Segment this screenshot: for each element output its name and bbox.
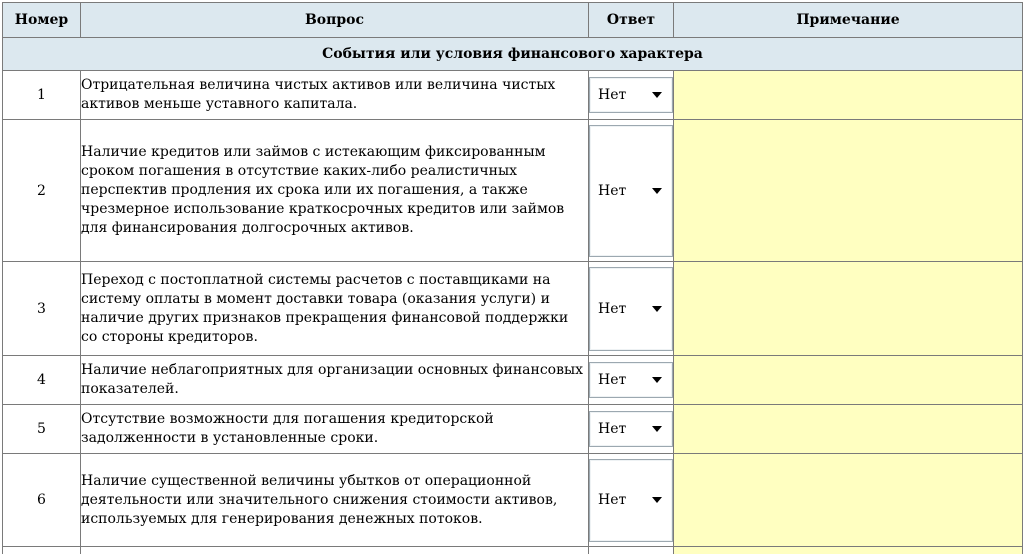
row-question: Отрицательная величина чистых активов или величина чистых активов меньше уставного капитала. (81, 71, 589, 120)
row-question: Отсутствие возможности для погашения кредиторской задолженности в установленные сроки. (81, 405, 589, 454)
answer-cell (589, 454, 674, 547)
row-number: 6 (3, 454, 81, 547)
header-row (3, 3, 1023, 38)
answer-select[interactable] (589, 125, 673, 257)
answer-cell (589, 262, 674, 356)
row-question: Наличие кредитов или займов с истекающим фиксированным сроком погашения в отсутствие каких-либо реалистичных перспектив продления их срока или их погашения, а также чрезмерное использование краткосрочных кредитов или займов для финансирования долгосрочных активов. (81, 120, 589, 262)
answer-select[interactable] (589, 267, 673, 351)
table-row (3, 547, 1023, 554)
chevron-down-icon (652, 377, 662, 383)
answer-select-value: Нет (598, 182, 627, 199)
chevron-down-icon (652, 306, 662, 312)
chevron-down-icon (652, 188, 662, 194)
answer-cell (589, 356, 674, 405)
answer-select-value: Нет (598, 492, 627, 508)
note-input[interactable] (674, 454, 1023, 547)
row-number: 2 (3, 120, 81, 262)
table-row (3, 262, 1023, 356)
header-note: Примечание (674, 3, 1023, 38)
row-question: Переход с постоплатной системы расчетов с поставщиками на систему оплаты в момент доставки товара (оказания услуги) и наличие других признаков прекращения финансовой поддержки со стороны кредиторов. (81, 262, 589, 356)
answer-cell (589, 405, 674, 454)
answer-select-value: Нет (598, 87, 627, 103)
table-row (3, 71, 1023, 120)
answer-select-value: Нет (598, 300, 627, 317)
row-question-partial (81, 547, 589, 554)
answer-select[interactable] (589, 459, 673, 542)
row-number-partial (3, 547, 81, 554)
header-answer: Ответ (589, 3, 674, 38)
note-input[interactable] (674, 262, 1023, 356)
header-number: Номер (3, 3, 81, 38)
table-row (3, 356, 1023, 405)
questions-table (2, 2, 1023, 554)
chevron-down-icon (652, 92, 662, 98)
note-input[interactable] (674, 356, 1023, 405)
row-number: 4 (3, 356, 81, 405)
answer-cell-partial (589, 547, 674, 554)
row-question: Наличие существенной величины убытков от операционной деятельности или значительного снижения стоимости активов, используемых для генерирования денежных потоков. (81, 454, 589, 547)
row-number: 3 (3, 262, 81, 356)
table-row (3, 454, 1023, 547)
chevron-down-icon (652, 426, 662, 432)
section-title: События или условия финансового характера (3, 38, 1023, 71)
answer-select[interactable] (589, 362, 673, 398)
table-row (3, 120, 1023, 262)
table-row (3, 405, 1023, 454)
note-input[interactable] (674, 405, 1023, 454)
answer-select[interactable] (589, 411, 673, 447)
row-question: Наличие неблагоприятных для организации основных финансовых показателей. (81, 356, 589, 405)
answer-select-value: Нет (598, 372, 627, 388)
row-number: 5 (3, 405, 81, 454)
section-row (3, 38, 1023, 71)
chevron-down-icon (652, 497, 662, 503)
note-input[interactable] (674, 120, 1023, 262)
answer-cell (589, 71, 674, 120)
header-question: Вопрос (81, 3, 589, 38)
answer-select-value: Нет (598, 421, 627, 437)
note-input-partial[interactable] (674, 547, 1023, 554)
row-number: 1 (3, 71, 81, 120)
answer-select[interactable] (589, 77, 673, 113)
note-input[interactable] (674, 71, 1023, 120)
answer-cell (589, 120, 674, 262)
